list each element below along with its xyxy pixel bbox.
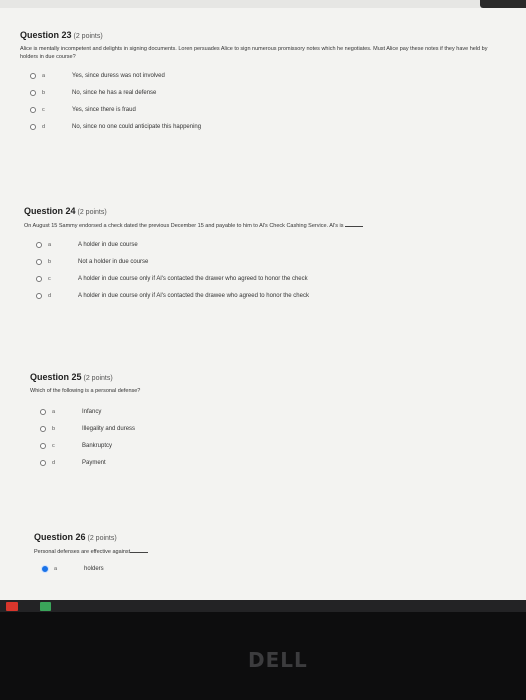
taskbar (0, 600, 526, 612)
question-title: Question 24 (2 points) (24, 206, 107, 216)
options-list (40, 403, 490, 471)
question-text: Which of the following is a personal defense? (30, 388, 141, 394)
option-a[interactable]: a A holder in due course (36, 236, 506, 253)
question-25 (30, 372, 490, 471)
options-list (30, 67, 500, 135)
top-right-control[interactable] (480, 0, 526, 8)
option-d[interactable]: d A holder in due course only if Al's contacted the drawee who agreed to honor the check (36, 287, 506, 304)
acrobat-icon[interactable] (6, 602, 18, 611)
option-c[interactable]: c A holder in due course only if Al's contacted the drawer who agreed to honor the check (36, 270, 506, 287)
question-24 (24, 206, 506, 304)
option-c[interactable]: c Yes, since there is fraud (30, 101, 500, 118)
question-text: On August 15 Sammy endorsed a check dated the previous December 15 and payable to him to Al's Check Cashing Service. Al's is (24, 221, 506, 230)
answer-blank (130, 547, 148, 553)
answer-blank (345, 221, 363, 227)
question-26 (34, 532, 474, 577)
window-top-bar (0, 0, 526, 8)
option-d[interactable]: d Payment (40, 454, 490, 471)
brand-logo: DELL (248, 648, 308, 672)
app-icon[interactable] (40, 602, 51, 611)
option-a[interactable]: a Infancy (40, 403, 490, 420)
option-d[interactable]: d No, since no one could anticipate this happening (30, 118, 500, 135)
option-b[interactable]: b Illegality and duress (40, 420, 490, 437)
question-title: Question 23 (2 points) (20, 30, 103, 40)
question-title: Question 26 (2 points) (34, 532, 117, 542)
question-title: Question 25 (2 points) (30, 372, 113, 382)
option-b[interactable]: b No, since he has a real defense (30, 84, 500, 101)
option-a[interactable]: a Yes, since duress was not involved (30, 67, 500, 84)
option-b[interactable]: b Not a holder in due course (36, 253, 506, 270)
options-list (42, 560, 474, 577)
question-text: Personal defenses are effective against (34, 547, 474, 556)
option-c[interactable]: c Bankruptcy (40, 437, 490, 454)
option-a[interactable]: a holders (42, 560, 474, 577)
question-text: Alice is mentally incompetent and delights in signing documents. Loren persuades Alice to sign numerous promissory notes which he negotiates. Must Alice pay these notes if they have held by holders in due course? (20, 46, 488, 60)
question-23 (20, 30, 500, 135)
options-list (36, 236, 506, 304)
